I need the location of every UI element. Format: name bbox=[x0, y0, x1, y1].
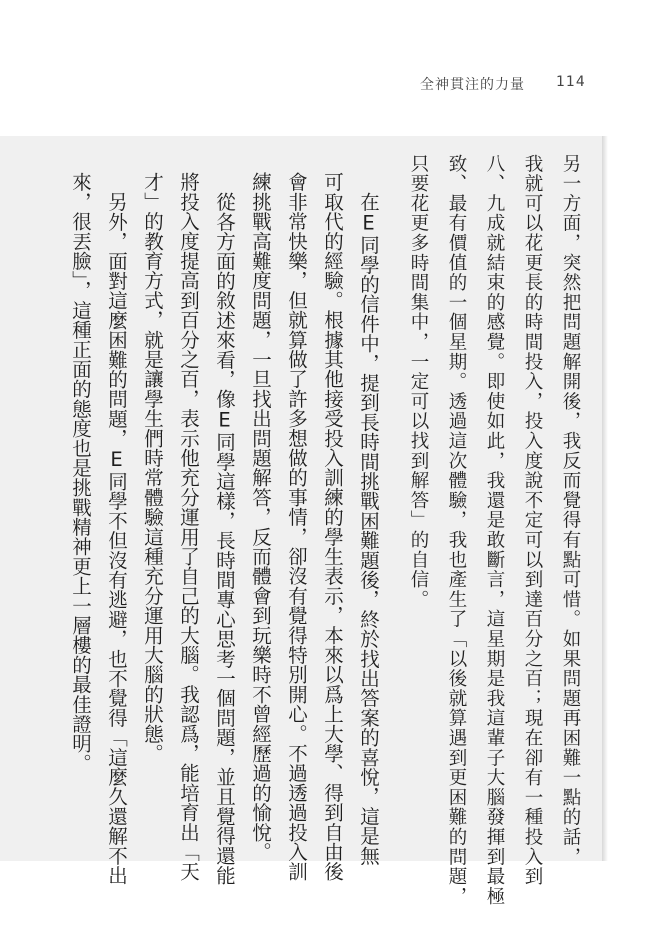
body-column: 從各方面的敘述來看，像E同學這樣，長時間專心思考一個問題，並且覺得還能 bbox=[213, 192, 236, 885]
body-column: 練挑戰高難度問題，一旦找出問題解答，反而體會到玩樂時不曾經歷過的愉悅。 bbox=[249, 172, 272, 862]
body-column: 會非常快樂，但就算做了許多想做的事情，卻沒有覺得特別開心。不過透過投入訓 bbox=[285, 172, 308, 882]
quote-column: 我就可以花更長的時間投入，投入度說不定可以到達百分之百；現在卻有一種投入到 bbox=[522, 154, 543, 887]
book-title: 全神貫注的力量 bbox=[420, 77, 525, 93]
quote-column: 八、九成就結束的感覺。即使如此，我還是敢斷言，這星期是我這輩子大腦發揮到最極 bbox=[484, 154, 505, 907]
body-column: 來，很丟臉」，這種正面的態度也是挑戰精神更上一層樓的最佳證明。 bbox=[69, 172, 92, 773]
body-column: 將投入度提高到百分之百，表示他充分運用了自己的大腦。我認爲，能培育出「天 bbox=[177, 172, 200, 882]
quote-column: 致、最有價值的一個星期。透過這次體驗，我也產生了「以後就算遇到更困難的問題， bbox=[446, 154, 467, 907]
quote-column: 另一方面，突然把問題解開後，我反而覺得有點可惜。如果問題再困難一點的話， bbox=[560, 154, 581, 867]
quote-column: 只要花更多時間集中，一定可以找到解答」的自信。 bbox=[408, 154, 429, 610]
body-column: 才」的教育方式，就是讓學生們時常體驗這種充分運用大腦的狀態。 bbox=[141, 172, 164, 763]
text-panel bbox=[0, 136, 602, 907]
panel-edge bbox=[602, 136, 608, 861]
body-column: 可取代的經驗。根據其他接受投入訓練的學生表示，本來以爲上大學、得到自由後 bbox=[321, 172, 344, 882]
body-column: 另外，面對這麼困難的問題，E同學不但沒有逃避，也不覺得「這麼久還解不出 bbox=[105, 192, 128, 885]
page-number: 114 bbox=[556, 74, 586, 90]
body-column: 在E同學的信件中，提到長時間挑戰困難題後，終於找出答案的喜悅，這是無 bbox=[357, 192, 380, 866]
running-header bbox=[420, 74, 610, 96]
